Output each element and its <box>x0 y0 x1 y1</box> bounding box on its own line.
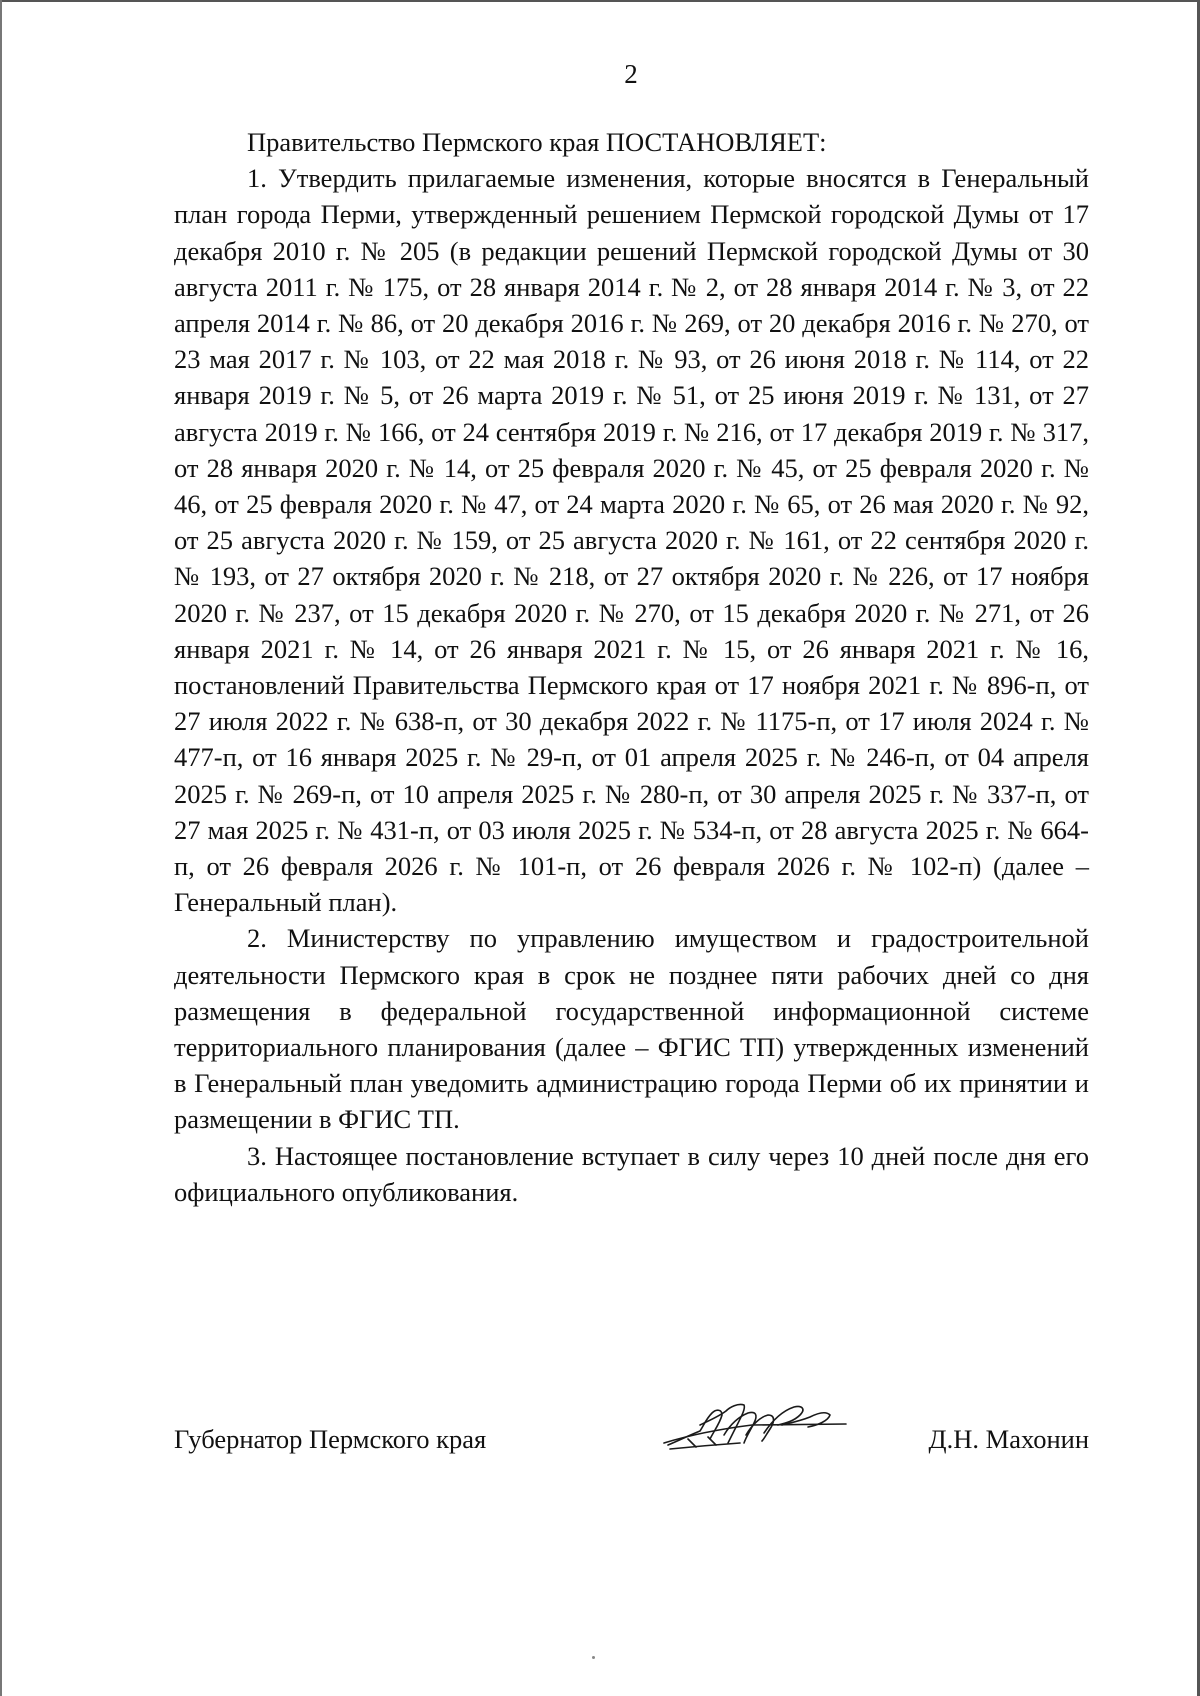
resolution-clause-3: 3. Настоящее постановление вступает в силу через 10 дней после дня его официального опубликования. <box>174 1140 1089 1207</box>
resolution-clause-2: 2. Министерству по управлению имуществом и градостроительной деятельности Пермского края в срок не позднее пяти рабочих дней со дня размещения в федеральной государственной информационной системе территориального планирования (далее – ФГИС ТП) утвержденных изменений в Генеральный план уведомить администрацию города Перми об их принятии и размещении в ФГИС ТП. <box>174 923 1089 1135</box>
page-number: 2 <box>624 59 638 89</box>
document-body <box>174 124 1089 1210</box>
signer-name: Д.Н. Махонин <box>928 1424 1089 1454</box>
scan-edge-top <box>0 0 1200 2</box>
scan-edge-left <box>0 0 2 1696</box>
signer-position: Губернатор Пермского края <box>174 1424 487 1454</box>
handwritten-signature <box>660 1395 850 1457</box>
signature-block <box>174 1421 1089 1469</box>
resolution-clause-1: 1. Утвердить прилагаемые изменения, которые вносятся в Генеральный план города Перми, утвержденный решением Пермской городской Думы от 17 декабря 2010 г. № 205 (в редакции решений Пермской городской Думы от 30 августа 2011 г. № 175, от 28 января 2014 г. № 2, от 28 января 2014 г. № 3, от 22 апреля 2014 г. № 86, от 20 декабря 2016 г. № 269, от 20 декабря 2016 г. № 270, от 23 мая 2017 г. № 103, от 22 мая 2018 г. № 93, от 26 июня 2018 г. № 114, от 22 января 2019 г. № 5, от 26 марта 2019 г. № 51, от 25 июня 2019 г. № 131, от 27 августа 2019 г. № 166, от 24 сентября 2019 г. № 216, от 17 декабря 2019 г. № 317, от 28 января 2020 г. № 14, от 25 февраля 2020 г. № 45, от 25 февраля 2020 г. № 46, от 25 февраля 2020 г. № 47, от 24 марта 2020 г. № 65, от 26 мая 2020 г. № 92, от 25 августа 2020 г. № 159, от 25 августа 2020 г. № 161, от 22 сентября 2020 г. № 193, от 27 октября 2020 г. № 218, от 27 октября 2020 г. № 226, от 17 ноября 2020 г. № 237, от 15 декабря 2020 г. № 270, от 15 декабря 2020 г. № 271, от 26 января 2021 г. № 14, от 26 января 2021 г. № 15, от 26 января 2021 г. № 16, постановлений Правительства Пермского края от 17 ноября 2021 г. № 896-п, от 27 июля 2022 г. № 638-п, от 30 декабря 2022 г. № 1175-п, от 17 июля 2024 г. № 477-п, от 16 января 2025 г. № 29-п, от 01 апреля 2025 г. № 246-п, от 04 апреля 2025 г. № 269-п, от 10 апреля 2025 г. № 280-п, от 30 апреля 2025 г. № 337-п, от 27 мая 2025 г. № 431-п, от 03 июля 2025 г. № 534-п, от 28 августа 2025 г. № 664-п, от 26 февраля 2026 г. № 101-п, от 26 февраля 2026 г. № 102-п) (далее – Генеральный план). <box>174 163 1089 918</box>
scan-speck <box>592 1656 595 1659</box>
resolution-intro: Правительство Пермского края ПОСТАНОВЛЯЕТ: <box>247 127 827 157</box>
